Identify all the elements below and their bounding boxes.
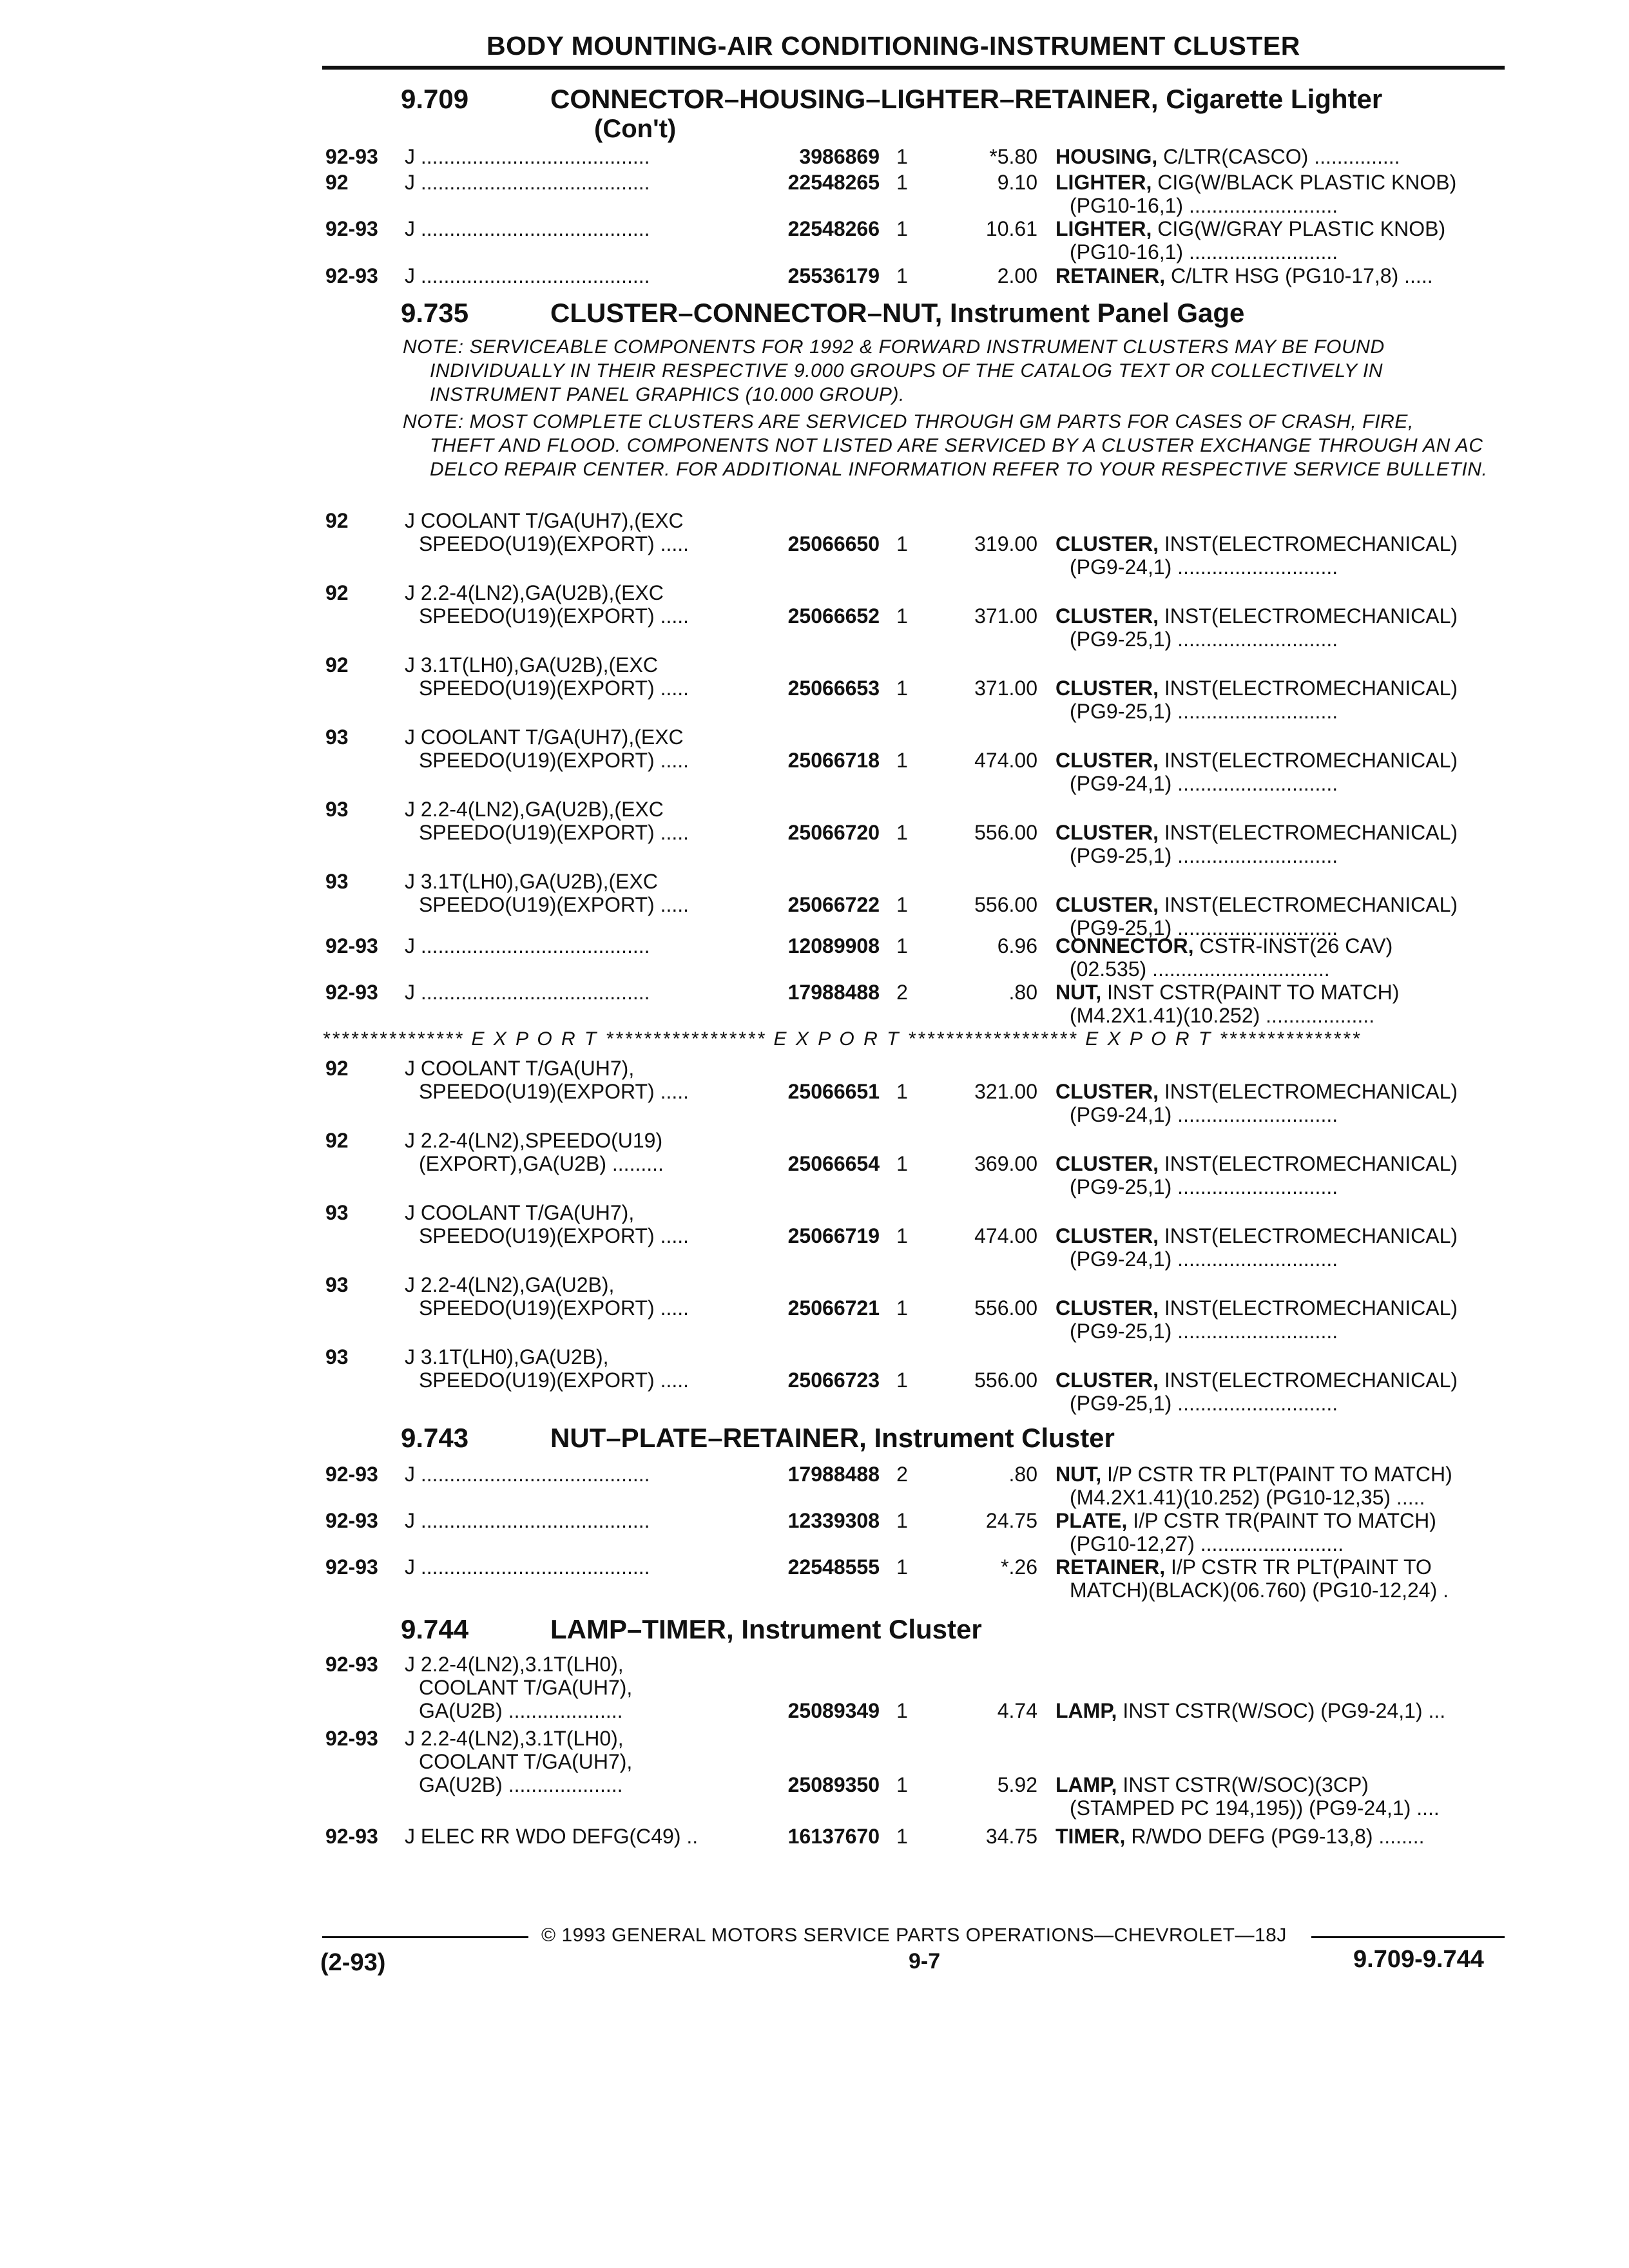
part-number: 25089349 [787, 1699, 880, 1722]
section-number: 9.735 [401, 298, 469, 328]
description [1055, 1152, 1458, 1176]
price: *5.80 [989, 145, 1037, 168]
description [1055, 1296, 1458, 1320]
year: 92-93 [325, 1555, 378, 1579]
application: J 2.2-4(LN2),3.1T(LH0), [405, 1727, 624, 1750]
quantity: 1 [896, 217, 908, 240]
part-number: 25066721 [787, 1296, 880, 1320]
description-detail: I/P CSTR TR PLT(PAINT TO [1165, 1555, 1432, 1579]
year: 92-93 [325, 264, 378, 287]
description-detail: I/P CSTR TR(PAINT TO MATCH) [1127, 1509, 1436, 1532]
quantity: 1 [896, 893, 908, 916]
application-continued: SPEEDO(U19)(EXPORT) ..... [419, 749, 689, 772]
table-row [322, 1727, 1511, 1823]
description-detail: INST(ELECTROMECHANICAL) [1159, 604, 1458, 628]
footer-copyright: © 1993 GENERAL MOTORS SERVICE PARTS OPERATIONS—CHEVROLET—18J [541, 1925, 1287, 1946]
price: 4.74 [997, 1699, 1037, 1722]
price: 556.00 [974, 1369, 1037, 1392]
quantity: 1 [896, 604, 908, 628]
description-detail: INST(ELECTROMECHANICAL) [1159, 821, 1458, 844]
description-noun: CONNECTOR, [1055, 934, 1194, 957]
description-detail: INST(ELECTROMECHANICAL) [1159, 749, 1458, 772]
application: J ........................................ [405, 171, 650, 194]
application-continued: COOLANT T/GA(UH7), [419, 1676, 633, 1699]
part-number: 22548555 [787, 1555, 880, 1579]
description-continued: (M4.2X1.41)(10.252) (PG10-12,35) ..... [1070, 1486, 1425, 1509]
application: J 2.2-4(LN2),GA(U2B), [405, 1273, 615, 1296]
section-number: 9.744 [401, 1614, 469, 1644]
description-continued: (PG10-16,1) .......................... [1070, 194, 1338, 217]
page-header-title: BODY MOUNTING-AIR CONDITIONING-INSTRUMENT CLUSTER [487, 31, 1300, 61]
quantity: 1 [896, 1699, 908, 1722]
footer-revision-date: (2-93) [320, 1949, 386, 1976]
header-rule [322, 66, 1505, 70]
description-detail: INST(ELECTROMECHANICAL) [1159, 1224, 1458, 1247]
description-noun: CLUSTER, [1055, 1224, 1159, 1247]
description-continued: (PG9-24,1) ............................ [1070, 1247, 1338, 1271]
quantity: 1 [896, 1224, 908, 1247]
description [1055, 1080, 1458, 1104]
description-noun: LIGHTER, [1055, 171, 1152, 194]
description [1055, 821, 1458, 845]
description [1055, 532, 1458, 556]
year: 92-93 [325, 145, 378, 168]
year: 92-93 [325, 1463, 378, 1486]
application: J ........................................ [405, 264, 650, 287]
description-detail: INST CSTR(W/SOC)(3CP) [1117, 1773, 1369, 1796]
note-serviceable-components [403, 335, 1511, 407]
table-row [322, 1345, 1511, 1415]
application: J 2.2-4(LN2),3.1T(LH0), [405, 1653, 624, 1676]
section-9743-heading [401, 1423, 1115, 1454]
description [1055, 677, 1458, 700]
description [1055, 1555, 1432, 1579]
application-continued: SPEEDO(U19)(EXPORT) ..... [419, 677, 689, 700]
description [1055, 893, 1458, 917]
quantity: 1 [896, 145, 908, 168]
application: J ........................................ [405, 217, 650, 240]
quantity: 2 [896, 981, 908, 1004]
description-continued: (PG9-25,1) ............................ [1070, 1320, 1338, 1343]
price: 321.00 [974, 1080, 1037, 1103]
year: 92-93 [325, 217, 378, 240]
description-noun: NUT, [1055, 981, 1102, 1004]
quantity: 1 [896, 677, 908, 700]
part-number: 25066718 [787, 749, 880, 772]
quantity: 2 [896, 1463, 908, 1486]
application: J ........................................ [405, 981, 650, 1004]
application: J COOLANT T/GA(UH7), [405, 1201, 635, 1224]
table-row [322, 1463, 1511, 1514]
table-row [322, 934, 1511, 986]
description-detail: INST CSTR(W/SOC) (PG9-24,1) ... [1117, 1699, 1446, 1722]
quantity: 1 [896, 821, 908, 844]
description-continued: (PG9-25,1) ............................ [1070, 700, 1338, 723]
description-detail: I/P CSTR TR PLT(PAINT TO MATCH) [1101, 1463, 1452, 1486]
note-first-line: NOTE: SERVICEABLE COMPONENTS FOR 1992 & FORWARD INSTRUMENT CLUSTERS MAY BE FOUND [403, 336, 1385, 358]
price: 556.00 [974, 893, 1037, 916]
application-continued: SPEEDO(U19)(EXPORT) ..... [419, 1080, 689, 1103]
year: 92-93 [325, 981, 378, 1004]
description-detail: R/WDO DEFG (PG9-13,8) ........ [1125, 1825, 1425, 1848]
year: 92 [325, 171, 349, 194]
description-continued: (PG9-25,1) ............................ [1070, 1392, 1338, 1415]
year: 92 [325, 509, 349, 532]
application-continued: SPEEDO(U19)(EXPORT) ..... [419, 1224, 689, 1247]
price: 474.00 [974, 1224, 1037, 1247]
section-title: CLUSTER–CONNECTOR–NUT, [550, 298, 943, 328]
description [1055, 981, 1399, 1004]
application: J 2.2-4(LN2),GA(U2B),(EXC [405, 581, 664, 604]
section-continued: (Con't) [594, 115, 677, 143]
application: J ........................................ [405, 1463, 650, 1486]
table-row [322, 726, 1511, 795]
application-continued: SPEEDO(U19)(EXPORT) ..... [419, 1369, 689, 1392]
description-noun: TIMER, [1055, 1825, 1126, 1848]
part-number: 25066719 [787, 1224, 880, 1247]
year: 93 [325, 726, 349, 749]
application: J 2.2-4(LN2),GA(U2B),(EXC [405, 798, 664, 821]
year: 93 [325, 798, 349, 821]
section-desc: Instrument Cluster [741, 1614, 982, 1644]
quantity: 1 [896, 749, 908, 772]
year: 92 [325, 1129, 349, 1152]
application-continued: COOLANT T/GA(UH7), [419, 1750, 633, 1773]
price: .80 [1008, 981, 1037, 1004]
table-row [322, 1653, 1511, 1724]
year: 92-93 [325, 934, 378, 957]
year: 92 [325, 581, 349, 604]
application: J COOLANT T/GA(UH7), [405, 1057, 635, 1080]
section-desc: Instrument Panel Gage [949, 298, 1245, 328]
quantity: 1 [896, 1509, 908, 1532]
application: J 3.1T(LH0),GA(U2B),(EXC [405, 870, 658, 893]
description-detail: INST(ELECTROMECHANICAL) [1159, 677, 1458, 700]
year: 92-93 [325, 1509, 378, 1532]
price: 371.00 [974, 604, 1037, 628]
price: 5.92 [997, 1773, 1037, 1796]
description-continued: (M4.2X1.41)(10.252) ................... [1070, 1004, 1375, 1027]
year: 92 [325, 1057, 349, 1080]
year: 93 [325, 870, 349, 893]
application: J ........................................ [405, 1555, 650, 1579]
part-number: 25066654 [787, 1152, 880, 1175]
quantity: 1 [896, 171, 908, 194]
price: 319.00 [974, 532, 1037, 555]
description-detail: CIG(W/BLACK PLASTIC KNOB) [1152, 171, 1457, 194]
application: J ELEC RR WDO DEFG(C49) .. [405, 1825, 699, 1848]
footer-rule-left [322, 1936, 528, 1938]
application-continued: SPEEDO(U19)(EXPORT) ..... [419, 821, 689, 844]
part-number: 25066723 [787, 1369, 880, 1392]
description [1055, 1773, 1369, 1797]
description-detail: INST(ELECTROMECHANICAL) [1159, 1369, 1458, 1392]
quantity: 1 [896, 1152, 908, 1175]
part-number: 25536179 [787, 264, 880, 287]
description-detail: INST(ELECTROMECHANICAL) [1159, 532, 1458, 555]
table-row [322, 1825, 1511, 1876]
application-continued: SPEEDO(U19)(EXPORT) ..... [419, 893, 689, 916]
table-row [322, 1555, 1511, 1607]
price: 6.96 [997, 934, 1037, 957]
footer-page-number: 9-7 [909, 1949, 941, 1974]
description [1055, 145, 1400, 169]
description-detail: INST(ELECTROMECHANICAL) [1159, 1152, 1458, 1175]
application-continued: GA(U2B) .................... [419, 1773, 623, 1796]
part-number: 25089350 [787, 1773, 880, 1796]
quantity: 1 [896, 1825, 908, 1848]
part-number: 25066722 [787, 893, 880, 916]
description-noun: LAMP, [1055, 1773, 1117, 1796]
description-continued: (STAMPED PC 194,195)) (PG9-24,1) .... [1070, 1796, 1440, 1820]
description [1055, 171, 1456, 195]
export-divider: *************** E X P O R T ***************** E X P O R T ****************** E X P O R T *************** [322, 1028, 1362, 1050]
year: 92-93 [325, 1727, 378, 1750]
description-detail: C/LTR HSG (PG10-17,8) ..... [1165, 264, 1433, 287]
part-number: 22548265 [787, 171, 880, 194]
price: 369.00 [974, 1152, 1037, 1175]
table-row [322, 1057, 1511, 1126]
table-row [322, 1509, 1511, 1561]
footer-rule-right [1311, 1936, 1505, 1938]
description-noun: CLUSTER, [1055, 893, 1159, 916]
application: J COOLANT T/GA(UH7),(EXC [405, 726, 684, 749]
part-number: 25066652 [787, 604, 880, 628]
description-continued: (PG9-24,1) ............................ [1070, 772, 1338, 795]
description-noun: PLATE, [1055, 1509, 1128, 1532]
description-continued: (PG9-25,1) ............................ [1070, 916, 1338, 939]
price: 9.10 [997, 171, 1037, 194]
description-continued: (PG9-25,1) ............................ [1070, 844, 1338, 867]
note-continuation: INDIVIDUALLY IN THEIR RESPECTIVE 9.000 GROUPS OF THE CATALOG TEXT OR COLLECTIVELY IN INSTRUMENT PANEL GRAPHICS (10.000 GROUP). [430, 360, 1383, 405]
quantity: 1 [896, 1773, 908, 1796]
section-title: LAMP–TIMER, [550, 1614, 734, 1644]
description-noun: RETAINER, [1055, 1555, 1166, 1579]
application: J COOLANT T/GA(UH7),(EXC [405, 509, 684, 532]
table-row [322, 217, 1511, 269]
price: 371.00 [974, 677, 1037, 700]
price: 2.00 [997, 264, 1037, 287]
description [1055, 1463, 1452, 1486]
description-continued: (PG10-16,1) .......................... [1070, 240, 1338, 264]
price: 474.00 [974, 749, 1037, 772]
quantity: 1 [896, 1296, 908, 1320]
year: 92-93 [325, 1653, 378, 1676]
description [1055, 264, 1433, 288]
application: J 3.1T(LH0),GA(U2B), [405, 1345, 609, 1369]
description-noun: LAMP, [1055, 1699, 1117, 1722]
description [1055, 1825, 1425, 1849]
part-number: 17988488 [787, 1463, 880, 1486]
quantity: 1 [896, 532, 908, 555]
description [1055, 604, 1458, 628]
application: J 3.1T(LH0),GA(U2B),(EXC [405, 653, 658, 677]
table-row [322, 870, 1511, 939]
part-number: 12089908 [787, 934, 880, 957]
description-continued: (PG10-12,27) ......................... [1070, 1532, 1344, 1555]
description-noun: LIGHTER, [1055, 217, 1152, 240]
year: 93 [325, 1273, 349, 1296]
section-9735-heading [401, 298, 1244, 329]
application: J ........................................ [405, 1509, 650, 1532]
table-row [322, 1129, 1511, 1198]
description-continued: (PG9-25,1) ............................ [1070, 628, 1338, 651]
section-number: 9.709 [401, 84, 469, 114]
description-continued: (PG9-25,1) ............................ [1070, 1175, 1338, 1198]
section-9744-heading [401, 1614, 982, 1645]
note-continuation: THEFT AND FLOOD. COMPONENTS NOT LISTED ARE SERVICED BY A CLUSTER EXCHANGE THROUGH AN AC DELCO REPAIR CENTER. FOR ADDITIONAL INFORMATION REFER TO YOUR RESPECTIVE SERVICE BULLETIN. [430, 435, 1488, 480]
description-noun: CLUSTER, [1055, 821, 1159, 844]
description [1055, 934, 1393, 958]
description-noun: CLUSTER, [1055, 1369, 1159, 1392]
description-detail: CSTR-INST(26 CAV) [1193, 934, 1393, 957]
part-number: 3986869 [799, 145, 880, 168]
table-row [322, 653, 1511, 723]
quantity: 1 [896, 264, 908, 287]
description-detail: INST(ELECTROMECHANICAL) [1159, 1296, 1458, 1320]
section-desc: Cigarette Lighter [1166, 84, 1383, 114]
price: *.26 [1001, 1555, 1037, 1579]
description-continued: MATCH)(BLACK)(06.760) (PG10-12,24) . [1070, 1579, 1449, 1602]
quantity: 1 [896, 1080, 908, 1103]
description-detail: CIG(W/GRAY PLASTIC KNOB) [1152, 217, 1446, 240]
description-noun: CLUSTER, [1055, 1080, 1159, 1103]
application: J 2.2-4(LN2),SPEEDO(U19) [405, 1129, 663, 1152]
description-noun: CLUSTER, [1055, 532, 1159, 555]
price: 24.75 [985, 1509, 1037, 1532]
part-number: 25066653 [787, 677, 880, 700]
table-row [322, 581, 1511, 651]
table-row [322, 981, 1511, 1032]
application-continued: (EXPORT),GA(U2B) ......... [419, 1152, 664, 1175]
table-row [322, 1273, 1511, 1343]
application: J ........................................ [405, 934, 650, 957]
table-row [322, 1201, 1511, 1271]
application-continued: GA(U2B) .................... [419, 1699, 623, 1722]
quantity: 1 [896, 1369, 908, 1392]
part-number: 12339308 [787, 1509, 880, 1532]
description-continued: (PG9-24,1) ............................ [1070, 1103, 1338, 1126]
part-number: 25066720 [787, 821, 880, 844]
description-noun: HOUSING, [1055, 145, 1158, 168]
description-detail: INST(ELECTROMECHANICAL) [1159, 1080, 1458, 1103]
section-title: NUT–PLATE–RETAINER, [550, 1423, 867, 1453]
description-noun: NUT, [1055, 1463, 1102, 1486]
quantity: 1 [896, 934, 908, 957]
table-row [322, 798, 1511, 867]
description-noun: CLUSTER, [1055, 749, 1159, 772]
quantity: 1 [896, 1555, 908, 1579]
section-9709-heading [401, 84, 1382, 144]
description-detail: INST CSTR(PAINT TO MATCH) [1101, 981, 1400, 1004]
description [1055, 1699, 1445, 1723]
application-continued: SPEEDO(U19)(EXPORT) ..... [419, 1296, 689, 1320]
description-detail: INST(ELECTROMECHANICAL) [1159, 893, 1458, 916]
footer-section-range: 9.709-9.744 [1353, 1946, 1484, 1973]
part-number: 16137670 [787, 1825, 880, 1848]
part-number: 25066651 [787, 1080, 880, 1103]
application-continued: SPEEDO(U19)(EXPORT) ..... [419, 532, 689, 555]
year: 93 [325, 1201, 349, 1224]
description-detail: C/LTR(CASCO) ............... [1157, 145, 1400, 168]
description [1055, 1224, 1458, 1248]
description [1055, 217, 1445, 241]
price: 34.75 [985, 1825, 1037, 1848]
section-desc: Instrument Cluster [874, 1423, 1115, 1453]
price: .80 [1008, 1463, 1037, 1486]
description-noun: CLUSTER, [1055, 1152, 1159, 1175]
description-continued: (02.535) ............................... [1070, 957, 1330, 981]
description-noun: CLUSTER, [1055, 677, 1159, 700]
description [1055, 1509, 1436, 1533]
description-noun: CLUSTER, [1055, 604, 1159, 628]
description [1055, 749, 1458, 773]
description-noun: CLUSTER, [1055, 1296, 1159, 1320]
price: 556.00 [974, 821, 1037, 844]
table-row [322, 509, 1511, 579]
application: J ........................................ [405, 145, 650, 168]
application-continued: SPEEDO(U19)(EXPORT) ..... [419, 604, 689, 628]
part-number: 25066650 [787, 532, 880, 555]
price: 556.00 [974, 1296, 1037, 1320]
year: 92-93 [325, 1825, 378, 1848]
year: 93 [325, 1345, 349, 1369]
description-continued: (PG9-24,1) ............................ [1070, 555, 1338, 579]
note-complete-clusters [403, 410, 1511, 481]
description-noun: RETAINER, [1055, 264, 1166, 287]
year: 92 [325, 653, 349, 677]
section-title: CONNECTOR–HOUSING–LIGHTER–RETAINER, [550, 84, 1159, 114]
table-row [322, 171, 1511, 222]
part-number: 17988488 [787, 981, 880, 1004]
description [1055, 1369, 1458, 1392]
price: 10.61 [985, 217, 1037, 240]
section-number: 9.743 [401, 1423, 469, 1453]
note-first-line: NOTE: MOST COMPLETE CLUSTERS ARE SERVICED THROUGH GM PARTS FOR CASES OF CRASH, FIRE, [403, 411, 1414, 432]
part-number: 22548266 [787, 217, 880, 240]
